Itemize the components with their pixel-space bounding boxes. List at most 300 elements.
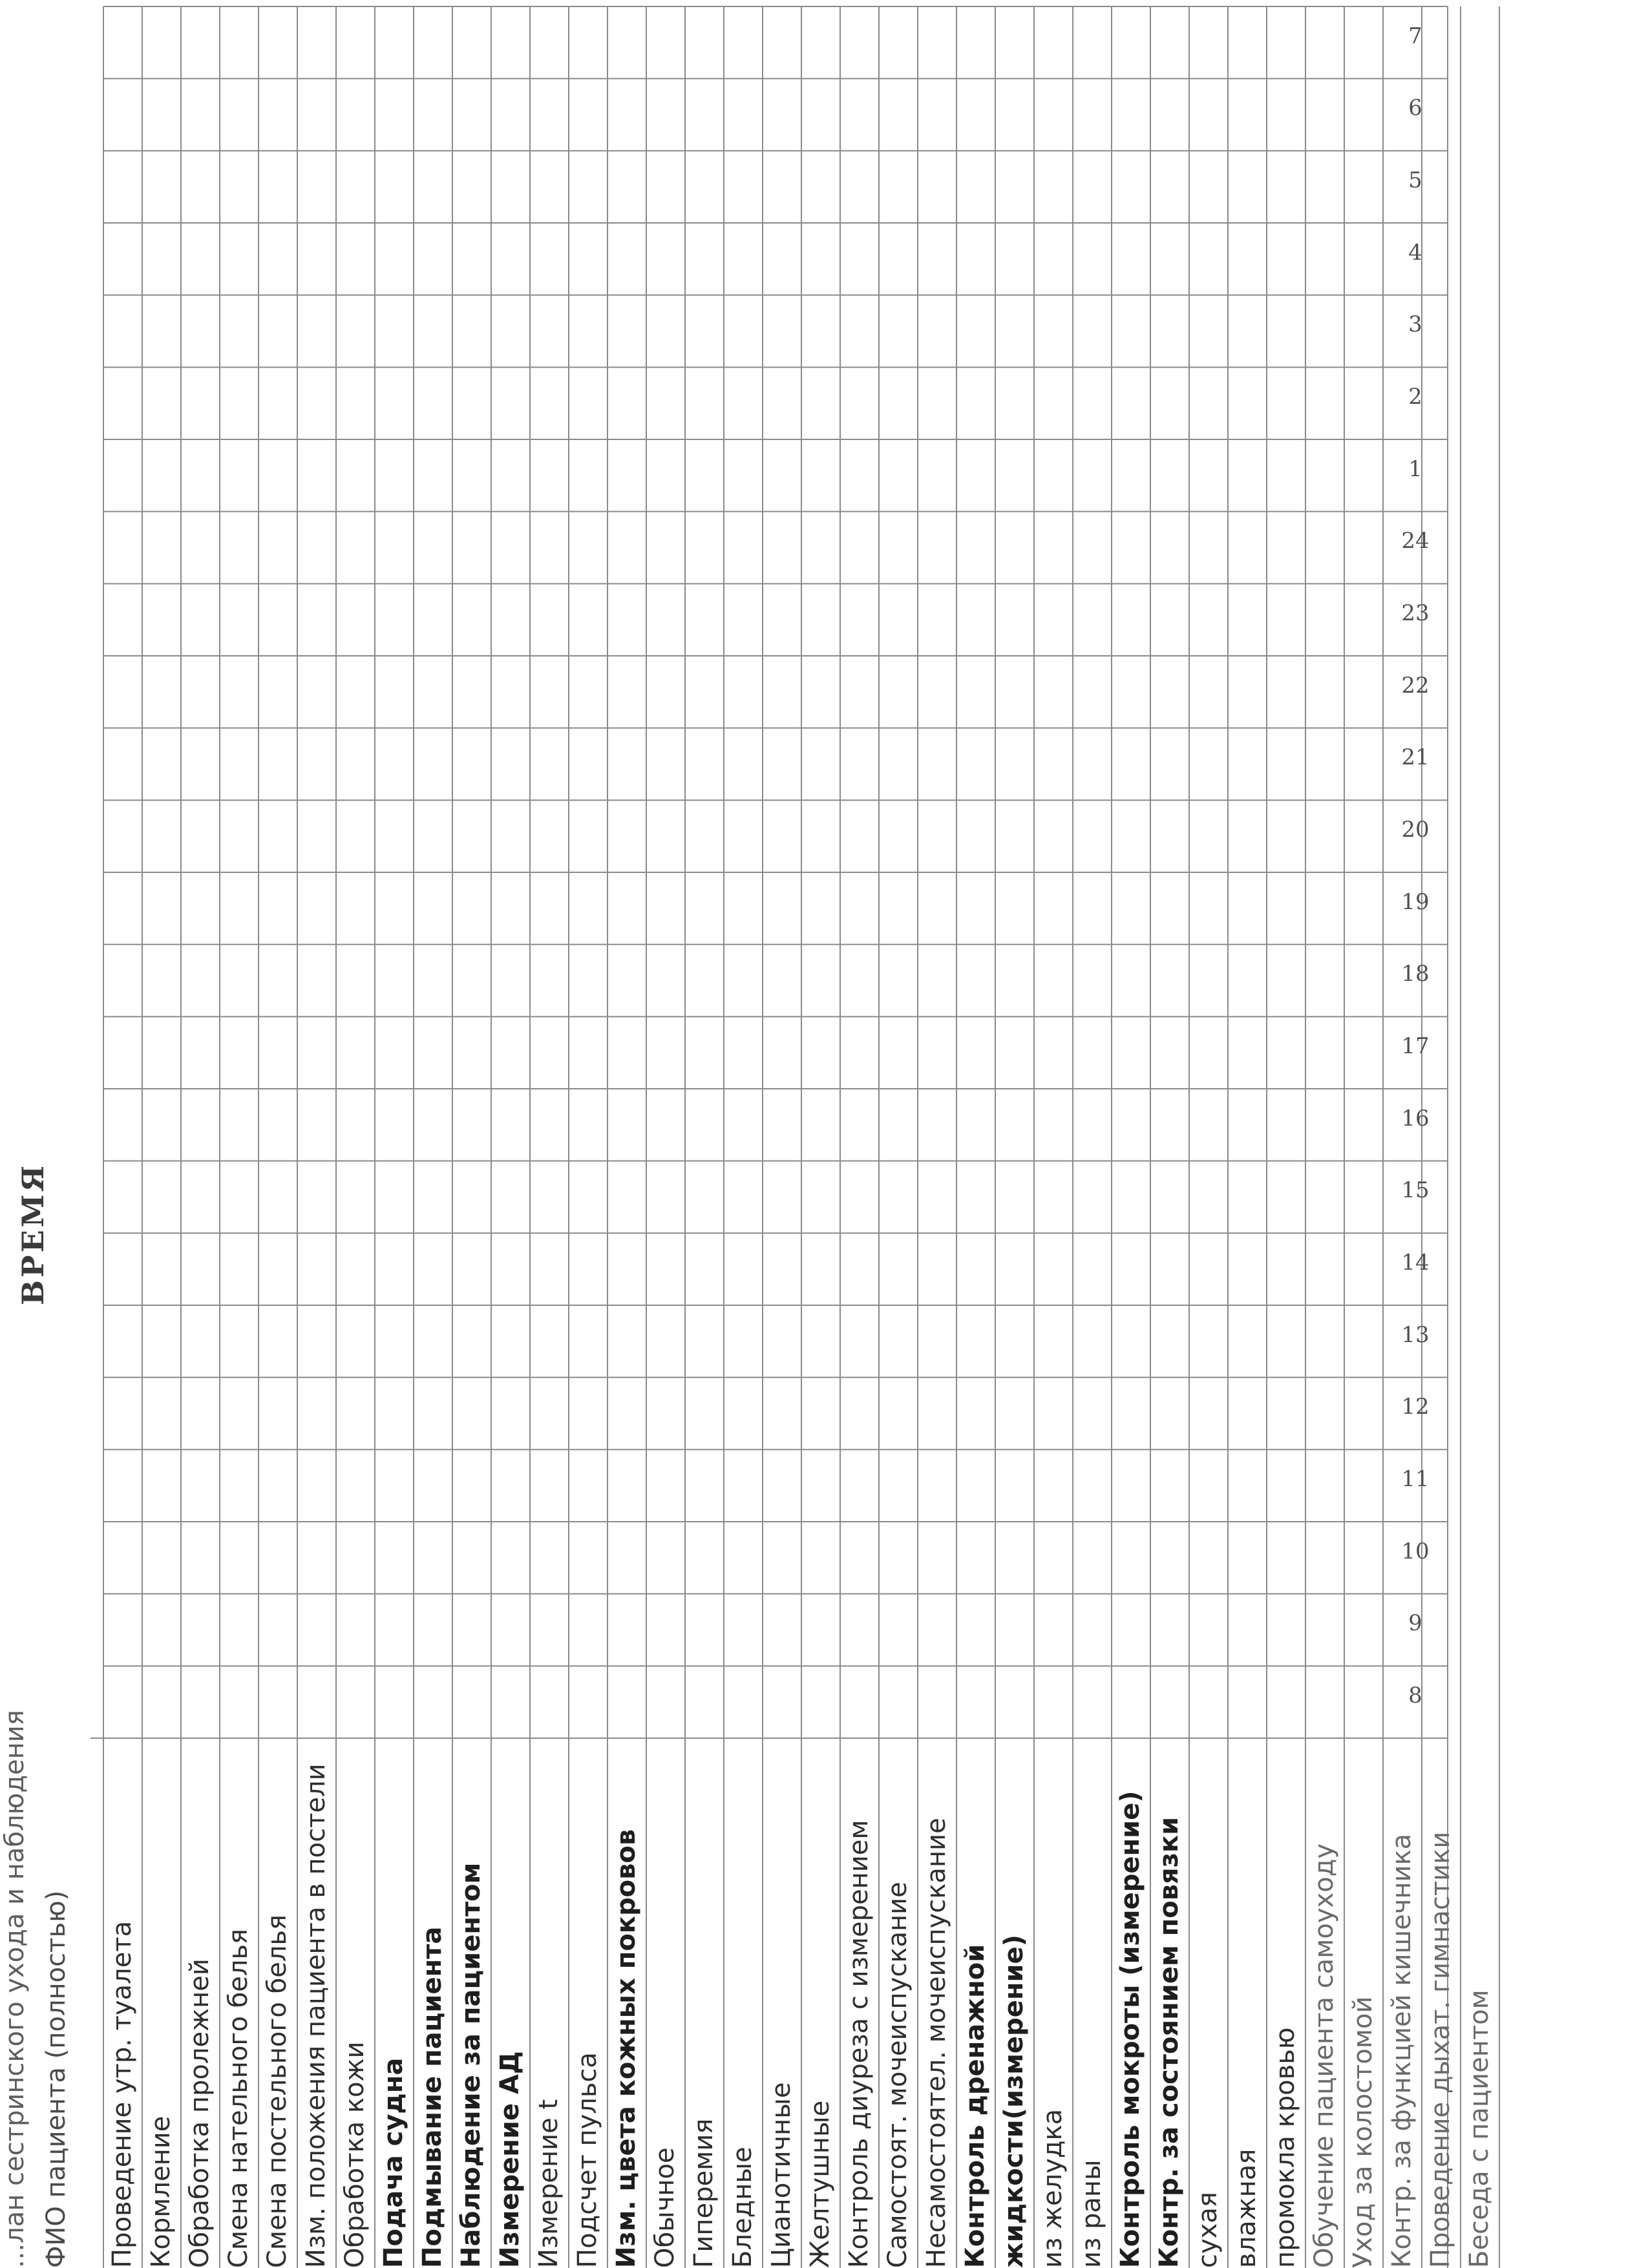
grid-cell[interactable] [879, 151, 918, 223]
grid-cell[interactable] [1150, 367, 1189, 439]
grid-cell[interactable] [530, 1666, 569, 1738]
grid-cell[interactable] [530, 1522, 569, 1594]
grid-cell[interactable] [491, 512, 530, 584]
grid-cell[interactable] [956, 1378, 995, 1450]
grid-cell[interactable] [375, 151, 414, 223]
grid-cell[interactable] [1034, 6, 1073, 79]
grid-cell[interactable] [879, 1233, 918, 1305]
grid-cell[interactable] [918, 151, 956, 223]
grid-cell[interactable] [1228, 512, 1267, 584]
grid-cell[interactable] [1344, 1016, 1383, 1089]
grid-cell[interactable] [918, 1522, 956, 1594]
grid-cell[interactable] [763, 439, 801, 512]
grid-cell[interactable] [995, 295, 1034, 368]
grid-cell[interactable] [375, 367, 414, 439]
grid-cell[interactable] [414, 295, 452, 368]
grid-cell[interactable] [1073, 1016, 1112, 1089]
grid-cell[interactable] [103, 1666, 142, 1738]
grid-cell[interactable] [142, 728, 181, 801]
grid-cell[interactable] [1228, 656, 1267, 728]
grid-cell[interactable] [1228, 439, 1267, 512]
grid-cell[interactable] [336, 1016, 375, 1089]
grid-cell[interactable] [1267, 1016, 1305, 1089]
grid-cell[interactable] [375, 1233, 414, 1305]
grid-cell[interactable] [1189, 295, 1228, 368]
grid-cell[interactable] [724, 512, 763, 584]
grid-cell[interactable] [259, 295, 297, 368]
grid-cell[interactable] [763, 728, 801, 801]
grid-cell[interactable] [1034, 1666, 1073, 1738]
grid-cell[interactable] [685, 439, 724, 512]
grid-cell[interactable] [220, 512, 259, 584]
grid-cell[interactable] [1034, 1161, 1073, 1234]
grid-cell[interactable] [1461, 367, 1499, 439]
grid-cell[interactable] [530, 295, 569, 368]
grid-cell[interactable] [685, 1305, 724, 1378]
grid-cell[interactable] [569, 79, 607, 151]
grid-cell[interactable] [142, 1666, 181, 1738]
grid-cell[interactable] [1150, 800, 1189, 872]
grid-cell[interactable] [1461, 1522, 1499, 1594]
grid-cell[interactable] [1150, 1233, 1189, 1305]
grid-cell[interactable] [1267, 800, 1305, 872]
grid-cell[interactable] [1305, 512, 1344, 584]
grid-cell[interactable] [685, 223, 724, 295]
grid-cell[interactable] [685, 1378, 724, 1450]
grid-cell[interactable] [1034, 656, 1073, 728]
grid-cell[interactable] [1228, 1378, 1267, 1450]
grid-cell[interactable] [607, 583, 646, 656]
grid-cell[interactable] [995, 439, 1034, 512]
grid-cell[interactable] [685, 1594, 724, 1666]
grid-cell[interactable] [220, 1305, 259, 1378]
grid-cell[interactable] [956, 79, 995, 151]
grid-cell[interactable] [801, 295, 840, 368]
grid-cell[interactable] [259, 1378, 297, 1450]
grid-cell[interactable] [607, 1666, 646, 1738]
grid-cell[interactable] [452, 945, 491, 1017]
grid-cell[interactable] [918, 512, 956, 584]
grid-cell[interactable] [452, 800, 491, 872]
grid-cell[interactable] [1267, 872, 1305, 945]
grid-cell[interactable] [1150, 945, 1189, 1017]
grid-cell[interactable] [569, 1594, 607, 1666]
grid-cell[interactable] [1189, 6, 1228, 79]
grid-cell[interactable] [181, 223, 220, 295]
grid-cell[interactable] [1344, 295, 1383, 368]
grid-cell[interactable] [801, 151, 840, 223]
grid-cell[interactable] [414, 1016, 452, 1089]
grid-cell[interactable] [297, 583, 336, 656]
grid-cell[interactable] [569, 1305, 607, 1378]
grid-cell[interactable] [1422, 945, 1461, 1017]
grid-cell[interactable] [1305, 439, 1344, 512]
grid-cell[interactable] [452, 1161, 491, 1234]
grid-cell[interactable] [724, 1016, 763, 1089]
grid-cell[interactable] [1150, 1594, 1189, 1666]
grid-cell[interactable] [1422, 1522, 1461, 1594]
grid-cell[interactable] [1034, 728, 1073, 801]
grid-cell[interactable] [220, 1594, 259, 1666]
grid-cell[interactable] [1073, 1378, 1112, 1450]
grid-cell[interactable] [1189, 1161, 1228, 1234]
grid-cell[interactable] [452, 512, 491, 584]
grid-cell[interactable] [142, 656, 181, 728]
grid-cell[interactable] [879, 1016, 918, 1089]
grid-cell[interactable] [956, 1161, 995, 1234]
grid-cell[interactable] [1189, 656, 1228, 728]
grid-cell[interactable] [297, 656, 336, 728]
grid-cell[interactable] [297, 151, 336, 223]
grid-cell[interactable] [724, 1089, 763, 1161]
grid-cell[interactable] [414, 223, 452, 295]
grid-cell[interactable] [1112, 295, 1150, 368]
grid-cell[interactable] [336, 439, 375, 512]
grid-cell[interactable] [297, 1305, 336, 1378]
grid-cell[interactable] [918, 223, 956, 295]
grid-cell[interactable] [995, 945, 1034, 1017]
grid-cell[interactable] [1189, 367, 1228, 439]
grid-cell[interactable] [375, 800, 414, 872]
grid-cell[interactable] [1344, 1161, 1383, 1234]
grid-cell[interactable] [414, 79, 452, 151]
grid-cell[interactable] [685, 295, 724, 368]
grid-cell[interactable] [491, 656, 530, 728]
grid-cell[interactable] [1228, 6, 1267, 79]
grid-cell[interactable] [297, 1449, 336, 1522]
grid-cell[interactable] [607, 79, 646, 151]
grid-cell[interactable] [879, 1089, 918, 1161]
grid-cell[interactable] [1228, 1161, 1267, 1234]
grid-cell[interactable] [220, 1666, 259, 1738]
grid-cell[interactable] [995, 367, 1034, 439]
grid-cell[interactable] [452, 1666, 491, 1738]
grid-cell[interactable] [414, 872, 452, 945]
grid-cell[interactable] [1344, 728, 1383, 801]
grid-cell[interactable] [103, 1449, 142, 1522]
grid-cell[interactable] [491, 800, 530, 872]
grid-cell[interactable] [569, 1666, 607, 1738]
grid-cell[interactable] [142, 295, 181, 368]
grid-cell[interactable] [375, 223, 414, 295]
grid-cell[interactable] [259, 512, 297, 584]
grid-cell[interactable] [181, 1016, 220, 1089]
grid-cell[interactable] [763, 6, 801, 79]
grid-cell[interactable] [840, 1449, 879, 1522]
grid-cell[interactable] [1422, 439, 1461, 512]
grid-cell[interactable] [1189, 1594, 1228, 1666]
grid-cell[interactable] [1073, 1594, 1112, 1666]
grid-cell[interactable] [685, 800, 724, 872]
grid-cell[interactable] [1305, 1089, 1344, 1161]
grid-cell[interactable] [879, 6, 918, 79]
grid-cell[interactable] [646, 1233, 685, 1305]
grid-cell[interactable] [646, 1378, 685, 1450]
grid-cell[interactable] [259, 1305, 297, 1378]
grid-cell[interactable] [1034, 1233, 1073, 1305]
grid-cell[interactable] [1073, 1089, 1112, 1161]
grid-cell[interactable] [1267, 79, 1305, 151]
grid-cell[interactable] [995, 1233, 1034, 1305]
grid-cell[interactable] [840, 223, 879, 295]
grid-cell[interactable] [1112, 872, 1150, 945]
grid-cell[interactable] [879, 367, 918, 439]
grid-cell[interactable] [297, 439, 336, 512]
grid-cell[interactable] [801, 512, 840, 584]
grid-cell[interactable] [1150, 1522, 1189, 1594]
grid-cell[interactable] [1461, 945, 1499, 1017]
grid-cell[interactable] [259, 151, 297, 223]
grid-cell[interactable] [414, 1378, 452, 1450]
grid-cell[interactable] [1189, 1089, 1228, 1161]
grid-cell[interactable] [801, 1161, 840, 1234]
grid-cell[interactable] [103, 1305, 142, 1378]
grid-cell[interactable] [530, 512, 569, 584]
grid-cell[interactable] [879, 1378, 918, 1450]
grid-cell[interactable] [1422, 1305, 1461, 1378]
grid-cell[interactable] [414, 1449, 452, 1522]
grid-cell[interactable] [1305, 1233, 1344, 1305]
grid-cell[interactable] [646, 872, 685, 945]
grid-cell[interactable] [763, 945, 801, 1017]
grid-cell[interactable] [1383, 1449, 1422, 1522]
grid-cell[interactable] [956, 1089, 995, 1161]
grid-cell[interactable] [1150, 1305, 1189, 1378]
grid-cell[interactable] [607, 1016, 646, 1089]
grid-cell[interactable] [1422, 583, 1461, 656]
grid-cell[interactable] [103, 656, 142, 728]
grid-cell[interactable] [375, 1594, 414, 1666]
grid-cell[interactable] [918, 945, 956, 1017]
grid-cell[interactable] [995, 6, 1034, 79]
grid-cell[interactable] [414, 800, 452, 872]
grid-cell[interactable] [220, 583, 259, 656]
grid-cell[interactable] [1422, 79, 1461, 151]
grid-cell[interactable] [879, 295, 918, 368]
grid-cell[interactable] [1344, 945, 1383, 1017]
grid-cell[interactable] [685, 583, 724, 656]
grid-cell[interactable] [1034, 512, 1073, 584]
grid-cell[interactable] [414, 6, 452, 79]
grid-cell[interactable] [646, 1594, 685, 1666]
grid-cell[interactable] [995, 1666, 1034, 1738]
grid-cell[interactable] [1305, 1378, 1344, 1450]
grid-cell[interactable] [1305, 1666, 1344, 1738]
grid-cell[interactable] [956, 945, 995, 1017]
grid-cell[interactable] [995, 1522, 1034, 1594]
grid-cell[interactable] [879, 583, 918, 656]
grid-cell[interactable] [918, 656, 956, 728]
grid-cell[interactable] [685, 1233, 724, 1305]
grid-cell[interactable] [763, 1522, 801, 1594]
grid-cell[interactable] [142, 1161, 181, 1234]
grid-cell[interactable] [1344, 656, 1383, 728]
grid-cell[interactable] [259, 728, 297, 801]
grid-cell[interactable] [259, 1233, 297, 1305]
grid-cell[interactable] [375, 1666, 414, 1738]
grid-cell[interactable] [1267, 1449, 1305, 1522]
grid-cell[interactable] [103, 223, 142, 295]
grid-cell[interactable] [724, 79, 763, 151]
grid-cell[interactable] [1112, 439, 1150, 512]
grid-cell[interactable] [1383, 1666, 1422, 1738]
grid-cell[interactable] [1150, 1161, 1189, 1234]
grid-cell[interactable] [1034, 439, 1073, 512]
grid-cell[interactable] [918, 1449, 956, 1522]
grid-cell[interactable] [1150, 295, 1189, 368]
grid-cell[interactable] [1461, 872, 1499, 945]
grid-cell[interactable] [491, 367, 530, 439]
grid-cell[interactable] [1422, 1594, 1461, 1666]
grid-cell[interactable] [607, 439, 646, 512]
grid-cell[interactable] [1189, 1666, 1228, 1738]
grid-cell[interactable] [297, 223, 336, 295]
grid-cell[interactable] [918, 800, 956, 872]
grid-cell[interactable] [530, 800, 569, 872]
grid-cell[interactable] [1073, 656, 1112, 728]
grid-cell[interactable] [724, 223, 763, 295]
grid-cell[interactable] [840, 1161, 879, 1234]
grid-cell[interactable] [685, 872, 724, 945]
grid-cell[interactable] [103, 79, 142, 151]
grid-cell[interactable] [1034, 945, 1073, 1017]
grid-cell[interactable] [1034, 1016, 1073, 1089]
grid-cell[interactable] [142, 1594, 181, 1666]
grid-cell[interactable] [724, 6, 763, 79]
grid-cell[interactable] [530, 1161, 569, 1234]
grid-cell[interactable] [724, 945, 763, 1017]
grid-cell[interactable] [1267, 583, 1305, 656]
grid-cell[interactable] [918, 1594, 956, 1666]
grid-cell[interactable] [1422, 656, 1461, 728]
grid-cell[interactable] [1344, 151, 1383, 223]
grid-cell[interactable] [879, 1594, 918, 1666]
grid-cell[interactable] [763, 223, 801, 295]
grid-cell[interactable] [1150, 512, 1189, 584]
grid-cell[interactable] [259, 1161, 297, 1234]
grid-cell[interactable] [685, 1449, 724, 1522]
grid-cell[interactable] [375, 1378, 414, 1450]
grid-cell[interactable] [1344, 1378, 1383, 1450]
grid-cell[interactable] [1189, 1522, 1228, 1594]
grid-cell[interactable] [414, 1089, 452, 1161]
grid-cell[interactable] [607, 1233, 646, 1305]
grid-cell[interactable] [685, 79, 724, 151]
grid-cell[interactable] [375, 872, 414, 945]
grid-cell[interactable] [763, 79, 801, 151]
grid-cell[interactable] [1383, 728, 1422, 801]
grid-cell[interactable] [1383, 223, 1422, 295]
grid-cell[interactable] [840, 945, 879, 1017]
grid-cell[interactable] [1112, 79, 1150, 151]
grid-cell[interactable] [1422, 1449, 1461, 1522]
grid-cell[interactable] [840, 800, 879, 872]
grid-cell[interactable] [530, 6, 569, 79]
grid-cell[interactable] [181, 439, 220, 512]
grid-cell[interactable] [801, 367, 840, 439]
grid-cell[interactable] [1150, 656, 1189, 728]
grid-cell[interactable] [1112, 1378, 1150, 1450]
grid-cell[interactable] [1112, 6, 1150, 79]
grid-cell[interactable] [181, 1161, 220, 1234]
grid-cell[interactable] [530, 656, 569, 728]
grid-cell[interactable] [956, 1449, 995, 1522]
grid-cell[interactable] [1034, 800, 1073, 872]
grid-cell[interactable] [918, 583, 956, 656]
grid-cell[interactable] [1383, 79, 1422, 151]
grid-cell[interactable] [1344, 1522, 1383, 1594]
grid-cell[interactable] [607, 1449, 646, 1522]
grid-cell[interactable] [840, 872, 879, 945]
grid-cell[interactable] [103, 151, 142, 223]
grid-cell[interactable] [530, 945, 569, 1017]
grid-cell[interactable] [336, 1378, 375, 1450]
grid-cell[interactable] [375, 1449, 414, 1522]
grid-cell[interactable] [336, 872, 375, 945]
grid-cell[interactable] [336, 1449, 375, 1522]
grid-cell[interactable] [840, 295, 879, 368]
grid-cell[interactable] [414, 1666, 452, 1738]
grid-cell[interactable] [181, 6, 220, 79]
grid-cell[interactable] [840, 1233, 879, 1305]
grid-cell[interactable] [1422, 728, 1461, 801]
grid-cell[interactable] [103, 295, 142, 368]
grid-cell[interactable] [724, 1666, 763, 1738]
grid-cell[interactable] [801, 439, 840, 512]
grid-cell[interactable] [1150, 583, 1189, 656]
grid-cell[interactable] [530, 223, 569, 295]
grid-cell[interactable] [1422, 151, 1461, 223]
grid-cell[interactable] [918, 6, 956, 79]
grid-cell[interactable] [607, 223, 646, 295]
grid-cell[interactable] [1383, 800, 1422, 872]
grid-cell[interactable] [995, 1378, 1034, 1450]
grid-cell[interactable] [530, 151, 569, 223]
grid-cell[interactable] [336, 583, 375, 656]
grid-cell[interactable] [1344, 872, 1383, 945]
grid-cell[interactable] [1267, 512, 1305, 584]
grid-cell[interactable] [1461, 1161, 1499, 1234]
grid-cell[interactable] [569, 1089, 607, 1161]
grid-cell[interactable] [142, 151, 181, 223]
grid-cell[interactable] [181, 1378, 220, 1450]
grid-cell[interactable] [1267, 1233, 1305, 1305]
grid-cell[interactable] [452, 295, 491, 368]
grid-cell[interactable] [956, 295, 995, 368]
grid-cell[interactable] [724, 1594, 763, 1666]
grid-cell[interactable] [220, 151, 259, 223]
grid-cell[interactable] [879, 223, 918, 295]
grid-cell[interactable] [1228, 79, 1267, 151]
grid-cell[interactable] [569, 223, 607, 295]
grid-cell[interactable] [1150, 151, 1189, 223]
grid-cell[interactable] [569, 1233, 607, 1305]
grid-cell[interactable] [1073, 1161, 1112, 1234]
grid-cell[interactable] [259, 1449, 297, 1522]
grid-cell[interactable] [569, 512, 607, 584]
grid-cell[interactable] [297, 728, 336, 801]
grid-cell[interactable] [1383, 6, 1422, 79]
grid-cell[interactable] [336, 151, 375, 223]
grid-cell[interactable] [918, 1305, 956, 1378]
grid-cell[interactable] [1150, 6, 1189, 79]
grid-cell[interactable] [879, 79, 918, 151]
grid-cell[interactable] [1305, 367, 1344, 439]
grid-cell[interactable] [1344, 1089, 1383, 1161]
grid-cell[interactable] [297, 1089, 336, 1161]
grid-cell[interactable] [569, 872, 607, 945]
grid-cell[interactable] [414, 439, 452, 512]
